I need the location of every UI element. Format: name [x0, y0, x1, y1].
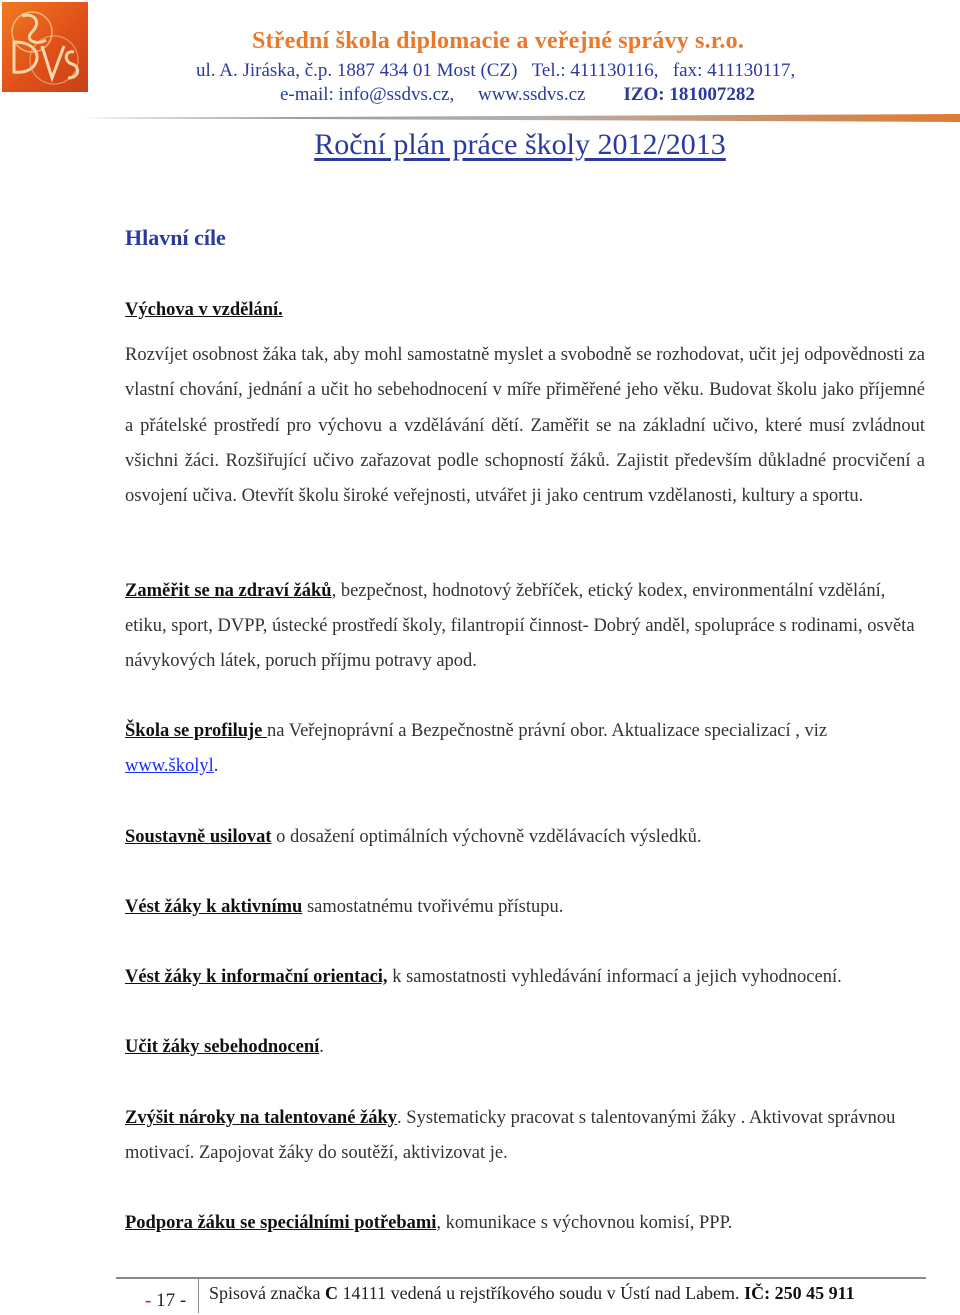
document-title: Roční plán práce školy 2012/2013 — [314, 128, 726, 161]
footer-ic-label: IČ: — [744, 1283, 771, 1303]
school-address-line — [196, 60, 795, 82]
profil-link[interactable]: www.školyl — [125, 756, 214, 776]
profil-text: na Veřejnoprávní a Bezpečnostně právní obor. Aktualizace specializací , viz — [267, 721, 828, 741]
header-divider — [80, 114, 960, 122]
footer-registration — [209, 1283, 855, 1304]
sebehodnoceni-paragraph — [125, 1037, 925, 1058]
footer-spis-prefix: Spisová značka — [209, 1283, 325, 1303]
podpora-lead: Podpora žáku se speciálními potřebami — [125, 1213, 437, 1233]
talent-lead: Zvýšit nároky na talentované žáky — [125, 1108, 398, 1128]
profil-lead: Škola se profiluje — [125, 721, 268, 741]
talent-paragraph — [125, 1101, 915, 1171]
talent-text: . Systematicky pracovat s talentovanými žáky . Aktivovat správnou motivací. Zapojovat žáky do soutěží, aktivizovat je. — [125, 1108, 896, 1163]
sebehodnoceni-text: . — [319, 1037, 324, 1057]
page-number-value: 17 - — [156, 1290, 187, 1311]
sebehodnoceni-lead: Učit žáky sebehodnocení — [125, 1037, 320, 1057]
vychova-heading-block — [125, 300, 925, 321]
footer-divider — [116, 1277, 926, 1279]
zdravi-text: , bezpečnost, hodnotový žebříček, etický kodex, environmentální vzdělání, etiku, sport, DVPP, ústecké prostředí školy, filantropií činnost- Dobrý anděl, spolupráce s rodinami, osvěta návykových látek, poruch příjmu potravy apod. — [125, 581, 915, 671]
profil-paragraph — [125, 714, 915, 784]
footer-ic-value: 250 45 911 — [770, 1283, 855, 1303]
podpora-text: , komunikace s výchovnou komisí, PPP. — [436, 1213, 733, 1233]
school-contact-line — [280, 84, 755, 106]
soustavne-paragraph — [125, 827, 925, 848]
informacni-paragraph — [125, 967, 925, 988]
vychova-heading: Výchova v vzdělání. — [125, 300, 283, 320]
school-tel: Tel.: 411130116, — [531, 60, 659, 81]
school-address: ul. A. Jiráska, č.p. 1887 434 01 Most (CZ) — [196, 60, 518, 81]
section-heading: Hlavní cíle — [125, 225, 226, 250]
zdravi-paragraph — [125, 574, 915, 679]
aktivni-text: samostatnému tvořivému přístupu. — [302, 897, 564, 917]
school-fax: fax: 411130117, — [672, 60, 796, 81]
informacni-lead: Vést žáky k informační orientaci, — [125, 967, 388, 987]
school-izo: IZO: 181007282 — [623, 84, 755, 105]
podpora-paragraph — [125, 1213, 925, 1234]
page-number-dash: - — [145, 1290, 152, 1311]
soustavne-text: o dosažení optimálních výchovně vzdělávacích výsledků. — [271, 827, 702, 847]
profil-end: . — [213, 756, 219, 776]
school-web[interactable]: www.ssdvs.cz — [477, 84, 586, 105]
zdravi-lead: Zaměřit se na zdraví žáků — [125, 581, 332, 601]
school-name: Střední škola diplomacie a veřejné správy s.r.o. — [252, 28, 745, 54]
aktivni-lead: Vést žáky k aktivnímu — [125, 897, 303, 917]
page-number — [145, 1290, 186, 1312]
vychova-paragraph: Rozvíjet osobnost žáka tak, aby mohl samostatně myslet a svobodně se rozhodovat, učit jej odpovědnosti za vlastní chování, jednání a učit ho sebehodnocení v míře přiměřené jeho věku. Budovat školu jako příjemné a přátelské prostředí pro výchovu a vzdělávání dětí. Zaměřit se na základní učivo, které musí zvládnout všichni žáci. Rozšiřující učivo zařazovat podle schopností žáků. Zajistit především důkladné procvičení a osvojení učiva. Otevřít školu široké veřejnosti, utvářet ji jako centrum vzdělanosti, kultury a sportu. — [125, 345, 925, 507]
aktivni-paragraph — [125, 897, 925, 918]
school-email[interactable]: e-mail: info@ssdvs.cz, — [280, 84, 455, 105]
soustavne-lead: Soustavně usilovat — [125, 827, 272, 847]
footer-separator — [198, 1279, 199, 1313]
logo-emblem-icon — [2, 2, 88, 92]
footer-spis-text: 14111 vedená u rejstříkového soudu v Ústí nad Labem. — [337, 1283, 745, 1303]
informacni-text: k samostatnosti vyhledávání informací a jejich vyhodnocení. — [387, 967, 842, 987]
footer-spis-letter: C — [324, 1283, 338, 1303]
school-logo — [2, 2, 88, 92]
